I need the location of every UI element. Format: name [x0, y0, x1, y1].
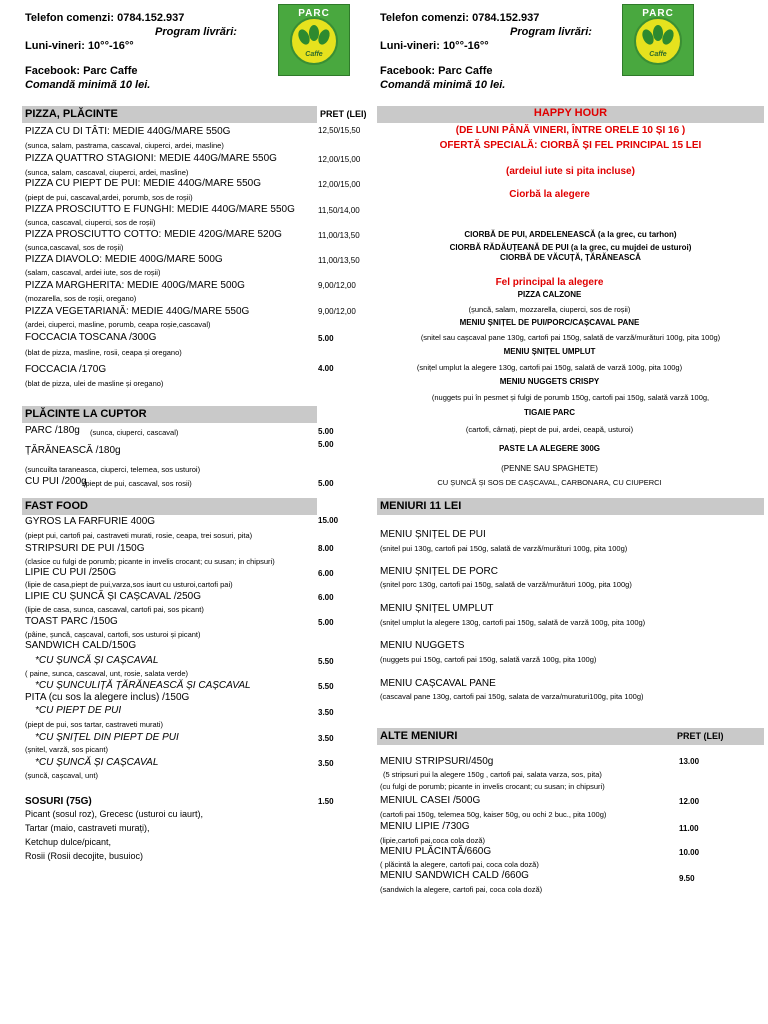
- sosuri-title: SOSURI (75G): [25, 796, 92, 807]
- fastfood-subitem-name: *CU ȘUNCULIȚĂ ȚĂRĂNEASCĂ ȘI CAȘCAVAL: [35, 680, 251, 691]
- pizza-section-title: PIZZA, PLĂCINTE: [25, 108, 118, 120]
- pizza-item-price: 9,00/12,00: [318, 307, 356, 316]
- fel-item-name: (PENNE SAU SPAGHETE): [501, 464, 598, 473]
- pizza-item-desc: (sunca,cascaval, sos de roșii): [25, 243, 124, 252]
- fastfood-item-name: GYROS LA FARFURIE 400G: [25, 516, 156, 527]
- fastfood-subitem-name: *CU ȘUNCĂ ȘI CAȘCAVAL: [35, 655, 159, 666]
- placinta-item-desc: (suncuilta taraneasca, ciuperci, telemea, sos usturoi): [25, 465, 201, 474]
- ciorba-title: Ciorbă la alegere: [509, 189, 590, 200]
- fastfood-item-desc: (șuncă, cașcaval, unt): [25, 771, 98, 780]
- fel-item-desc: (cartofi, cârnați, piept de pui, ardei, ceapă, usturoi): [465, 425, 634, 434]
- alte-item-price: 10.00: [679, 848, 700, 857]
- ciorba-item: CIORBĂ RĂDĂUȚEANĂ DE PUI (a la grec, cu mujdei de usturoi): [449, 243, 692, 252]
- pizza-item-desc: (blat de pizza, ulei de masline și oregano): [25, 379, 164, 388]
- fel-item-desc: (snitel sau cașcaval pane 130g, cartofi pai 150g, salată de varză/murături 100g, pita 100g): [420, 333, 721, 342]
- pizza-item-desc: (ardei, ciuperci, masline, porumb, ceapa roșie,cascaval): [25, 320, 211, 329]
- pizza-item-desc: (salam, cascaval, ardei iute, sos de roșii): [25, 268, 161, 277]
- alte-item-desc: (cartofi pai 150g, telemea 50g, kaiser 50g, ou ochi 2 buc., pita 100g): [380, 810, 607, 819]
- placinta-item-desc: (piept de pui, cascaval, sos rosii): [83, 479, 192, 488]
- fel-item-desc: (snițel umplut la alegere 130g, cartofi pai 150g, salată de varză 100g, pita 100g): [416, 363, 683, 372]
- meniu-item-name: MENIU ȘNIȚEL DE PORC: [380, 566, 498, 577]
- placinta-item-name: ȚĂRĂNEASCĂ /180g: [25, 445, 121, 456]
- alte-item-name: MENIU SANDWICH CALD /660G: [380, 870, 529, 881]
- placinta-item-name: PARC /180g: [25, 425, 80, 436]
- fel-item-desc: (nuggets pui în pesmet și fulgi de porumb 150g, cartofi pai 150g, salată varză 100g,: [431, 393, 710, 402]
- fastfood-item-desc: (clasice cu fulgi de porumb; picante in invelis crocant; cu susan; in chipsuri): [25, 557, 275, 566]
- placinte-section-title: PLĂCINTE LA CUPTOR: [25, 408, 147, 420]
- pizza-item-price: 11,00/13,50: [318, 231, 360, 240]
- pizza-item-desc: (sunca, cascaval, ciuperci, sos de roșii): [25, 218, 156, 227]
- fastfood-item-desc: (lipie de casa, sunca, cascaval, cartofi pai, sos picant): [25, 605, 204, 614]
- fel-item-name: PASTE LA ALEGERE 300G: [498, 444, 601, 453]
- fastfood-item-price: 15.00: [318, 516, 339, 525]
- pizza-item-name: PIZZA CU DI TÂTI: MEDIE 440G/MARE 550G: [25, 126, 231, 137]
- placinta-item-name: CU PUI /200g: [25, 476, 87, 487]
- fel-item-desc: CU ȘUNCĂ ȘI SOS DE CAȘCAVAL, CARBONARA, CU CIUPERCI: [437, 478, 662, 487]
- happy-hour-included: (ardeiul iute si pita incluse): [506, 166, 635, 177]
- fastfood-item-name: PITA (cu sos la alegere inclus) /150G: [25, 692, 190, 703]
- placinta-item-price: 5.00: [318, 479, 334, 488]
- alte-item-desc: ( plăcintă la alegere, cartofi pai, coca cola doză): [380, 860, 539, 869]
- pizza-item-price: 5.00: [318, 334, 334, 343]
- hours-text: Luni-vineri: 10°°-16°°: [25, 40, 134, 52]
- fastfood-item-price: 5.00: [318, 618, 334, 627]
- meniu-item-name: MENIU ȘNIȚEL UMPLUT: [380, 603, 494, 614]
- fel-principal-title: Fel principal la alegere: [495, 277, 604, 288]
- pizza-item-price: 9,00/12,00: [318, 281, 356, 290]
- min-order-text: Comandă minimă 10 lei.: [25, 79, 151, 91]
- sosuri-line: Tartar (maio, castraveti murați),: [25, 823, 150, 833]
- alte-item-desc: (lipie,cartofi pai,coca cola doză): [380, 836, 486, 845]
- pizza-item-price: 12,00/15,00: [318, 155, 361, 164]
- pizza-item-price: 11,50/14,00: [318, 206, 360, 215]
- fastfood-subitem-name: *CU ȘNIȚEL DIN PIEPT DE PUI: [35, 732, 179, 743]
- fastfood-item-desc: (piept pui, cartofi pai, castraveti murati, rosie, ceapa, trei sosuri, pita): [25, 531, 253, 540]
- alte-item-price: 13.00: [679, 757, 700, 766]
- program-label: Program livrări:: [155, 26, 237, 38]
- pizza-item-desc: (sunca, salam, cascaval, ciuperci, ardei, masline): [25, 168, 189, 177]
- alte-item-name: MENIUL CASEI /500G: [380, 795, 481, 806]
- sosuri-line: Picant (sosul roz), Grecesc (usturoi cu iaurt),: [25, 809, 204, 819]
- pizza-item-name: PIZZA QUATTRO STAGIONI: MEDIE 440G/MARE 550G: [25, 153, 277, 164]
- fel-item-name: MENIU NUGGETS CRISPY: [499, 377, 600, 386]
- fastfood-item-price: 8.00: [318, 544, 334, 553]
- fastfood-item-price: 5.50: [318, 682, 334, 691]
- pizza-item-price: 4.00: [318, 364, 334, 373]
- pizza-item-name: PIZZA DIAVOLO: MEDIE 400G/MARE 500G: [25, 254, 223, 265]
- fastfood-item-desc: (pâine, șuncă, cașcaval, cartofi, sos usturoi și picant): [25, 630, 201, 639]
- alte-section-title: ALTE MENIURI: [380, 730, 458, 742]
- fastfood-item-price: 6.00: [318, 569, 334, 578]
- fastfood-item-name: LIPIE CU ȘUNCĂ ȘI CAȘCAVAL /250G: [25, 591, 201, 602]
- fastfood-section-title: FAST FOOD: [25, 500, 88, 512]
- alte-item-price: 11.00: [679, 824, 699, 833]
- pizza-item-name: FOCCACIA TOSCANA /300G: [25, 332, 157, 343]
- placinta-item-desc: (sunca, ciuperci, cascaval): [90, 428, 179, 437]
- ciorba-item: CIORBĂ DE VĂCUȚĂ, ȚĂRĂNEASCĂ: [500, 253, 641, 262]
- meniu-item-desc: (snițel umplut la alegere 130g, cartofi pai 150g, salată de varză 100g, pita 100g): [380, 618, 646, 627]
- fel-item-name: TIGAIE PARC: [524, 408, 575, 417]
- pizza-item-price: 12,00/15,00: [318, 180, 361, 189]
- alte-price-header: PRET (LEI): [677, 731, 724, 741]
- phone-text: Telefon comenzi: 0784.152.937: [25, 12, 185, 24]
- facebook-text-right: Facebook: Parc Caffe: [380, 65, 493, 77]
- fastfood-item-price: 3.50: [318, 759, 334, 768]
- parc-caffe-logo-right: PARC Caffe: [622, 4, 694, 76]
- fastfood-item-name: LIPIE CU PUI /250G: [25, 567, 117, 578]
- pizza-item-desc: (blat de pizza, masline, rosii, ceapa și oregano): [25, 348, 182, 357]
- hours-text-right: Luni-vineri: 10°°-16°°: [380, 40, 489, 52]
- fastfood-item-desc: (șnitel, varză, sos picant): [25, 745, 108, 754]
- fel-item-name: PIZZA CALZONE: [517, 290, 582, 299]
- alte-item-desc: (cu fulgi de porumb; picante in invelis crocant; cu susan; in chipsuri): [380, 782, 605, 791]
- pizza-item-name: PIZZA VEGETARIANĂ: MEDIE 440G/MARE 550G: [25, 306, 250, 317]
- fel-item-name: MENIU ȘNIȚEL DE PUI/PORC/CAȘCAVAL PANE: [459, 318, 640, 327]
- pizza-item-desc: (mozarella, sos de roșii, oregano): [25, 294, 137, 303]
- fastfood-item-price: 5.50: [318, 657, 334, 666]
- pizza-item-price: 11,00/13,50: [318, 256, 360, 265]
- fastfood-item-price: 3.50: [318, 708, 334, 717]
- placinta-item-price: 5.00: [318, 440, 334, 449]
- sosuri-line: Rosii (Rosii decojite, busuioc): [25, 851, 144, 861]
- pizza-item-name: FOCCACIA /170G: [25, 364, 107, 375]
- alte-item-desc: (5 stripsuri pui la alegere 150g , cartofi pai, salata varza, sos, pita): [383, 770, 602, 779]
- fastfood-item-desc: ( paine, sunca, cascaval, unt, rosie, salata verde): [25, 669, 189, 678]
- fastfood-item-desc: (piept de pui, sos tartar, castraveti murati): [25, 720, 163, 729]
- sosuri-price: 1.50: [318, 797, 334, 806]
- happy-hour-title: HAPPY HOUR: [533, 107, 608, 119]
- meniu-item-desc: (șnitel porc 130g, cartofi pai 150g, salată de varză/murături 100g, pita 100g): [380, 580, 632, 589]
- sosuri-line: Ketchup dulce/picant,: [25, 837, 112, 847]
- ciorba-item: CIORBĂ DE PUI, ARDELENEASCĂ (a la grec, cu tarhon): [464, 230, 677, 239]
- phone-text-right: Telefon comenzi: 0784.152.937: [380, 12, 540, 24]
- fel-item-desc: (șuncă, salam, mozzarella, ciuperci, sos de roșii): [468, 305, 631, 314]
- pizza-item-name: PIZZA PROSCIUTTO COTTO: MEDIE 420G/MARE 520G: [25, 229, 282, 240]
- happy-hour-offer: OFERTĂ SPECIALĂ: CIORBĂ ȘI FEL PRINCIPAL 15 LEI: [439, 140, 702, 151]
- meniu-item-desc: (snitel pui 130g, cartofi pai 150g, salată de varză/murături 100g, pita 100g): [380, 544, 628, 553]
- min-order-text-right: Comandă minimă 10 lei.: [380, 79, 506, 91]
- fastfood-subitem-name: *CU ȘUNCĂ ȘI CAȘCAVAL: [35, 757, 159, 768]
- meniuri-section-title: MENIURI 11 LEI: [380, 500, 462, 512]
- pizza-item-desc: (piept de pui, cascaval,ardei, porumb, sos de roșii): [25, 193, 193, 202]
- pizza-item-name: PIZZA PROSCIUTTO E FUNGHI: MEDIE 440G/MARE 550G: [25, 204, 295, 215]
- pizza-price-header: PRET (LEI): [320, 109, 367, 119]
- alte-item-name: MENIU PLĂCINTĂ/660G: [380, 846, 492, 857]
- fastfood-item-desc: (lipie de casa,piept de pui,varza,sos iaurt cu usturoi,cartofi pai): [25, 580, 233, 589]
- alte-item-name: MENIU STRIPSURI/450g: [380, 756, 494, 767]
- fastfood-item-name: STRIPSURI DE PUI /150G: [25, 543, 145, 554]
- pizza-item-name: PIZZA MARGHERITA: MEDIE 400G/MARE 500G: [25, 280, 245, 291]
- parc-caffe-logo: PARC Caffe: [278, 4, 350, 76]
- fel-item-name: MENIU ȘNIȚEL UMPLUT: [503, 347, 596, 356]
- fastfood-item-name: SANDWICH CALD/150G: [25, 640, 137, 651]
- happy-hour-days: (DE LUNI PÂNĂ VINERI, ÎNTRE ORELE 10 ȘI 16 ): [455, 125, 686, 136]
- meniu-item-name: MENIU ȘNIȚEL DE PUI: [380, 529, 486, 540]
- facebook-text: Facebook: Parc Caffe: [25, 65, 138, 77]
- meniu-item-name: MENIU CAȘCAVAL PANE: [380, 678, 496, 689]
- program-label-right: Program livrări:: [510, 26, 592, 38]
- fastfood-item-price: 6.00: [318, 593, 334, 602]
- alte-item-name: MENIU LIPIE /730G: [380, 821, 470, 832]
- meniu-item-name: MENIU NUGGETS: [380, 640, 465, 651]
- alte-item-price: 9.50: [679, 874, 695, 883]
- fastfood-item-name: TOAST PARC /150G: [25, 616, 118, 627]
- fastfood-subitem-name: *CU PIEPT DE PUI: [35, 705, 122, 716]
- pizza-item-price: 12,50/15,50: [318, 126, 361, 135]
- pizza-item-desc: (sunca, salam, pastrama, cascaval, ciuperci, ardei, masline): [25, 141, 224, 150]
- alte-item-desc: (sandwich la alegere, cartofi pai, coca cola doză): [380, 885, 543, 894]
- alte-item-price: 12.00: [679, 797, 700, 806]
- meniu-item-desc: (nuggets pui 150g, cartofi pai 150g, salată varză 100g, pita 100g): [380, 655, 597, 664]
- fastfood-item-price: 3.50: [318, 734, 334, 743]
- placinta-item-price: 5.00: [318, 427, 334, 436]
- pizza-item-name: PIZZA CU PIEPT DE PUI: MEDIE 440G/MARE 550G: [25, 178, 261, 189]
- meniu-item-desc: (cascaval pane 130g, cartofi pai 150g, salata de varza/muraturi100g, pita 100g): [380, 692, 644, 701]
